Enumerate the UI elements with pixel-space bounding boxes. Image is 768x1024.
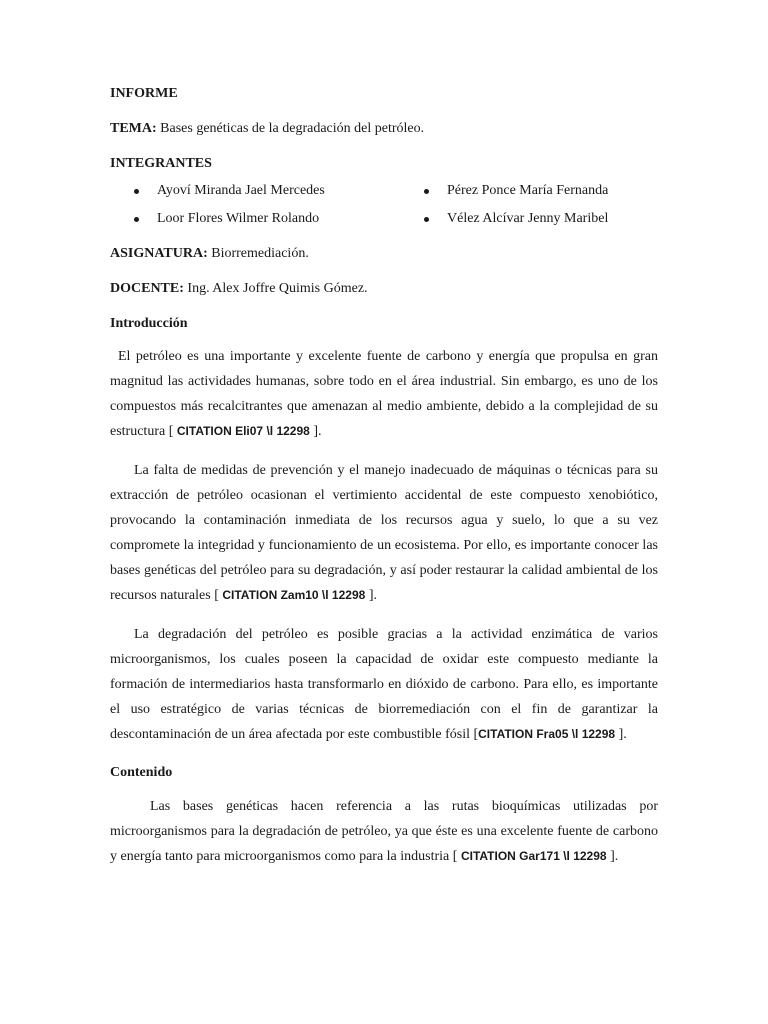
contenido-paragraph-1 bbox=[110, 794, 658, 869]
member-name: Vélez Alcívar Jenny Maribel bbox=[447, 211, 609, 226]
member-name: Loor Flores Wilmer Rolando bbox=[157, 211, 320, 226]
report-title: INFORME bbox=[110, 86, 178, 101]
citation-field: CITATION Fra05 \l 12298 bbox=[478, 727, 616, 741]
paragraph-text: Las bases genéticas hacen referencia a las rutas bioquímicas utilizadas por microorganismos para la degradación de petróleo, ya que éste es una excelente fuente de carbono y energía tanto para microorganismos como para la industria bbox=[110, 799, 658, 864]
contenido-heading: Contenido bbox=[110, 765, 173, 780]
citation-open: [ bbox=[168, 424, 177, 439]
paragraph-text: La degradación del petróleo es posible gracias a la actividad enzimática de varios microorganismos, los cuales poseen la capacidad de oxidar este compuesto mediante la formación de intermediarios hasta transformarlo en dióxido de carbono. Para ello, es importante el uso estratégico de varias técnicas de biorremediación con el fin de garantizar la descontaminación de un área afectada por este combustible fósil bbox=[110, 627, 658, 742]
list-item bbox=[110, 207, 400, 231]
document-body bbox=[110, 82, 658, 883]
bullet-icon bbox=[424, 189, 429, 194]
citation-open: [ bbox=[452, 849, 461, 864]
bullet-icon bbox=[134, 217, 139, 222]
member-name: Pérez Ponce María Fernanda bbox=[447, 183, 609, 198]
paragraph-text: La falta de medidas de prevención y el manejo inadecuado de máquinas o técnicas para su extracción de petróleo ocasionan el vertimiento accidental de este compuesto xenobiótico, provocando la contaminación inmediata de los recursos agua y suelo, lo que a su vez compromete la integridad y funcionamiento de un ecosistema. Por ello, es importante conocer las bases genéticas del petróleo para su degradación, y así poder restaurar la calidad ambiental de los recursos naturales bbox=[110, 463, 658, 603]
citation-open: [ bbox=[214, 588, 223, 603]
citation-field: CITATION Eli07 \l 12298 bbox=[176, 424, 310, 438]
list-item bbox=[400, 179, 658, 203]
citation-close: ]. bbox=[615, 727, 627, 742]
citation-field: CITATION Gar171 \l 12298 bbox=[460, 849, 607, 863]
citation-close: ]. bbox=[606, 849, 619, 864]
member-name: Ayoví Miranda Jael Mercedes bbox=[157, 183, 325, 198]
docente-line bbox=[110, 277, 658, 301]
list-item bbox=[110, 179, 400, 203]
asignatura-value: Biorremediación. bbox=[211, 246, 309, 261]
intro-paragraph-3 bbox=[110, 622, 658, 747]
integrantes-list bbox=[110, 179, 658, 231]
tema-line bbox=[110, 117, 658, 141]
citation-close: ]. bbox=[365, 588, 377, 603]
tema-value: Bases genéticas de la degradación del petróleo. bbox=[160, 121, 425, 136]
introduccion-heading: Introducción bbox=[110, 316, 188, 331]
integrantes-label: INTEGRANTES bbox=[110, 156, 212, 171]
paragraph-text: El petróleo es una importante y excelente fuente de carbono y energía que propulsa en gran magnitud las actividades humanas, sobre todo en el área industrial. Sin embargo, es uno de los compuestos más recalcitrantes que amenazan al medio ambiente, debido a la complejidad de su estructura bbox=[110, 349, 658, 439]
citation-field: CITATION Zam10 \l 12298 bbox=[222, 588, 366, 602]
citation-close: ]. bbox=[309, 424, 322, 439]
asignatura-label: ASIGNATURA: bbox=[110, 246, 208, 261]
docente-value: Ing. Alex Joffre Quimis Gómez. bbox=[187, 281, 368, 296]
tema-label: TEMA: bbox=[110, 121, 157, 136]
bullet-icon bbox=[424, 217, 429, 222]
list-item bbox=[400, 207, 658, 231]
bullet-icon bbox=[134, 189, 139, 194]
intro-paragraph-1 bbox=[110, 344, 658, 444]
docente-label: DOCENTE: bbox=[110, 281, 184, 296]
intro-paragraph-2 bbox=[110, 458, 658, 608]
asignatura-line bbox=[110, 242, 658, 266]
citation-open: [ bbox=[473, 727, 479, 742]
